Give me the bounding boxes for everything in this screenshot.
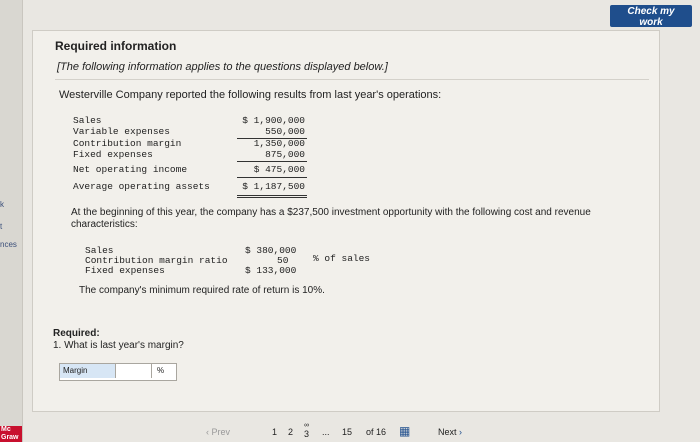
intro-text: Westerville Company reported the following results from last year's operations: bbox=[59, 89, 442, 101]
fin-value: $ 1,187,500 bbox=[242, 181, 305, 192]
inv-value: 50 bbox=[277, 255, 289, 266]
page-link[interactable]: 15 bbox=[342, 427, 353, 437]
chevron-left-icon: ‹ bbox=[206, 427, 209, 437]
inv-label: Contribution margin ratio bbox=[85, 255, 228, 266]
fin-label: Sales bbox=[73, 115, 102, 126]
top-bar bbox=[22, 0, 700, 32]
investment-paragraph: At the beginning of this year, the company has a $237,500 investment opportunity with the following cost and revenue characteristics: bbox=[71, 207, 591, 230]
fin-value: $ 475,000 bbox=[253, 164, 305, 175]
prev-label: Prev bbox=[211, 427, 231, 437]
fin-value: 550,000 bbox=[265, 126, 305, 137]
inv-label: Sales bbox=[85, 245, 114, 256]
question-panel bbox=[32, 30, 660, 412]
info-note: [The following information applies to the questions displayed below.] bbox=[57, 61, 388, 73]
min-rate-text: The company's minimum required rate of return is 10%. bbox=[79, 285, 325, 296]
inv-value: $ 133,000 bbox=[245, 265, 297, 276]
check-my-work-button[interactable]: Check my work bbox=[610, 5, 692, 27]
underline bbox=[237, 177, 307, 178]
next-label: Next bbox=[438, 427, 457, 437]
answer-row bbox=[59, 363, 177, 381]
page-count: of 16 bbox=[366, 427, 387, 437]
answer-unit: % bbox=[157, 366, 165, 375]
fin-label: Fixed expenses bbox=[73, 149, 153, 160]
fin-value: 1,350,000 bbox=[253, 138, 305, 149]
page-link[interactable]: 2 bbox=[288, 427, 294, 437]
link-icon: ∞ bbox=[304, 422, 309, 429]
page-link[interactable]: 1 bbox=[272, 427, 278, 437]
strip-label-nces[interactable]: nces bbox=[0, 240, 17, 249]
fin-value: $ 1,900,000 bbox=[242, 115, 305, 126]
fin-label: Variable expenses bbox=[73, 126, 170, 137]
double-underline bbox=[237, 197, 307, 198]
double-underline bbox=[237, 195, 307, 196]
required-label: Required: bbox=[53, 328, 100, 339]
pager bbox=[0, 420, 700, 442]
fin-label: Contribution margin bbox=[73, 138, 182, 149]
current-page[interactable]: ∞ 3 bbox=[304, 422, 310, 439]
publisher-logo: Mc Graw bbox=[0, 426, 22, 442]
inv-value: $ 380,000 bbox=[245, 245, 297, 256]
inv-label: Fixed expenses bbox=[85, 265, 165, 276]
question-text: 1. What is last year's margin? bbox=[53, 340, 184, 351]
page-title: Required information bbox=[55, 39, 177, 53]
chevron-right-icon: › bbox=[459, 427, 463, 437]
underline bbox=[237, 161, 307, 162]
pager-ellipsis: ... bbox=[322, 427, 330, 437]
left-side-strip bbox=[0, 0, 23, 442]
strip-label-k: k bbox=[0, 200, 4, 209]
divider bbox=[55, 79, 649, 80]
next-button[interactable] bbox=[438, 427, 462, 437]
grid-icon[interactable]: ▦ bbox=[399, 424, 411, 438]
answer-label: Margin bbox=[60, 364, 116, 378]
percent-suffix: % of sales bbox=[313, 253, 371, 264]
margin-input[interactable] bbox=[116, 364, 152, 378]
fin-label: Average operating assets bbox=[73, 181, 210, 192]
fin-label: Net operating income bbox=[73, 164, 188, 175]
fin-value: 875,000 bbox=[265, 149, 305, 160]
strip-label-t: t bbox=[0, 222, 3, 231]
prev-button[interactable] bbox=[206, 427, 230, 437]
